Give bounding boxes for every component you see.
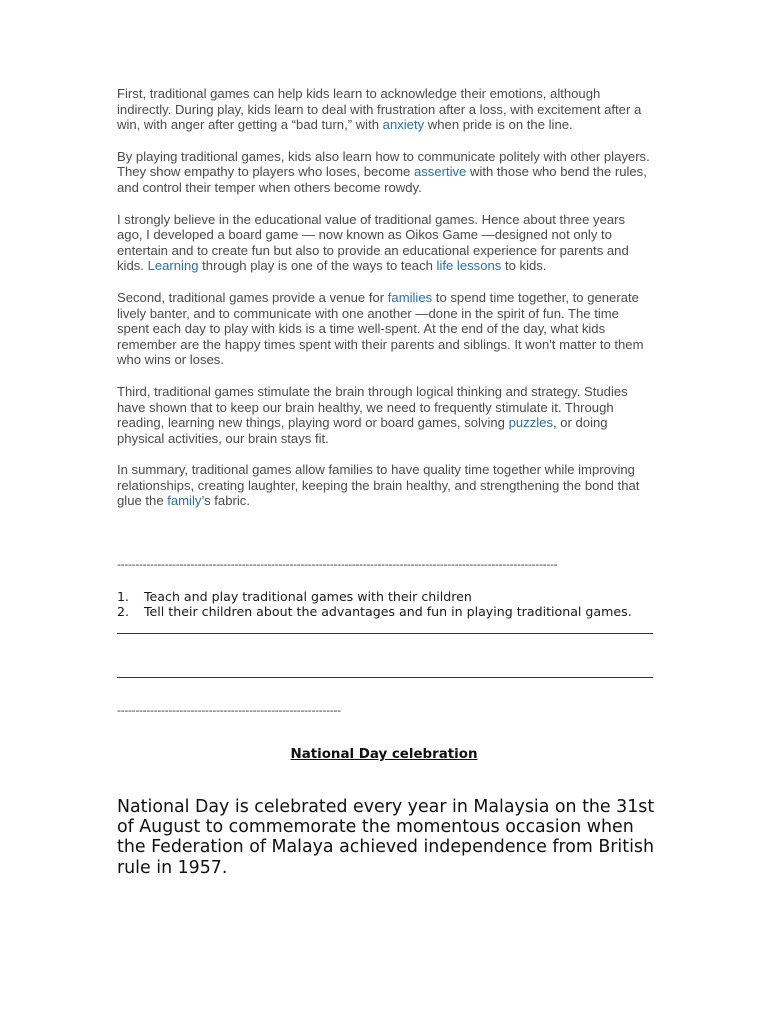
link-life-lessons[interactable]: life lessons [436, 258, 502, 274]
paragraph-text: to kids. [501, 258, 547, 274]
paragraph-text: In summary, traditional games allow families to have quality time together while improving relationships, creating laughter, keeping the brain healthy, and strengthening the bond that glue the [117, 462, 640, 509]
link-family[interactable]: family [167, 493, 202, 509]
paragraph-text: to spend time together, to generate lively banter, and to communicate with one another —done in the spirit of fun. The time spent each day to play with kids is a time well-spent. At the end of the day, what kids remember are the happy times spent with their parents and siblings. It won't matter to them who wins or loses. [117, 289, 644, 368]
horizontal-rule [117, 633, 653, 634]
dashed-divider-short: ------------------------------------------------------------- [117, 704, 341, 717]
link-puzzles[interactable]: puzzles [508, 415, 553, 431]
paragraph-brain [117, 384, 653, 446]
paragraph-families [117, 290, 653, 368]
article-body [117, 86, 653, 525]
dashed-divider-long: ------------------------------------------------------------------------------------------------------------------------ [117, 558, 558, 571]
list-number: 1. [117, 589, 130, 604]
link-families[interactable]: families [387, 289, 433, 305]
link-learning[interactable]: Learning [147, 258, 199, 274]
list-item [117, 604, 657, 619]
paragraph-communicate [117, 149, 653, 196]
list-item [117, 589, 657, 604]
paragraph-text: when pride is on the line. [424, 117, 573, 133]
horizontal-rule [117, 677, 653, 678]
paragraph-text: By playing traditional games, kids also learn how to communicate politely with other players. They show empathy to players who loses, become [117, 148, 650, 180]
numbered-list [117, 589, 657, 619]
paragraph-text: with those who bend the rules, and control their temper when others become rowdy. [117, 164, 647, 195]
paragraph-emotions [117, 86, 653, 133]
list-text: Teach and play traditional games with their children [144, 589, 472, 604]
paragraph-text: ’s fabric. [201, 493, 250, 509]
paragraph-text: Third, traditional games stimulate the brain through logical thinking and strategy. Studies have shown that to keep our brain healthy, we need to frequently stimulate it. Through reading, learning new things, playing word or board games, solving [117, 383, 628, 431]
section-heading: National Day celebration [290, 747, 478, 762]
intro-paragraph: National Day is celebrated every year in Malaysia on the 31st of August to commemorate the momentous occasion when the Federation of Malaya achieved independence from British rule in 1957. [117, 797, 655, 878]
paragraph-text: I strongly believe in the educational value of traditional games. Hence about three years ago, I developed a board game — now known as Oikos Game —designed not only to entertain and to create fun but also to provide an educational experience for parents and kids. [117, 211, 629, 274]
paragraph-summary [117, 462, 653, 509]
paragraph-educational-value [117, 212, 653, 274]
link-assertive[interactable]: assertive [413, 164, 467, 180]
link-anxiety[interactable]: anxiety [382, 117, 425, 133]
paragraph-text: through play is one of the ways to teach [198, 258, 437, 274]
paragraph-text: First, traditional games can help kids learn to acknowledge their emotions, although indirectly. During play, kids learn to deal with frustration after a loss, with excitement after a win, with anger after getting a “bad turn,” with [117, 86, 642, 133]
list-number: 2. [117, 604, 130, 619]
list-text: Tell their children about the advantages and fun in playing traditional games. [144, 604, 632, 619]
paragraph-text: Second, traditional games provide a venue for [117, 289, 388, 305]
paragraph-text: , or doing physical activities, our brain stays fit. [117, 415, 608, 446]
